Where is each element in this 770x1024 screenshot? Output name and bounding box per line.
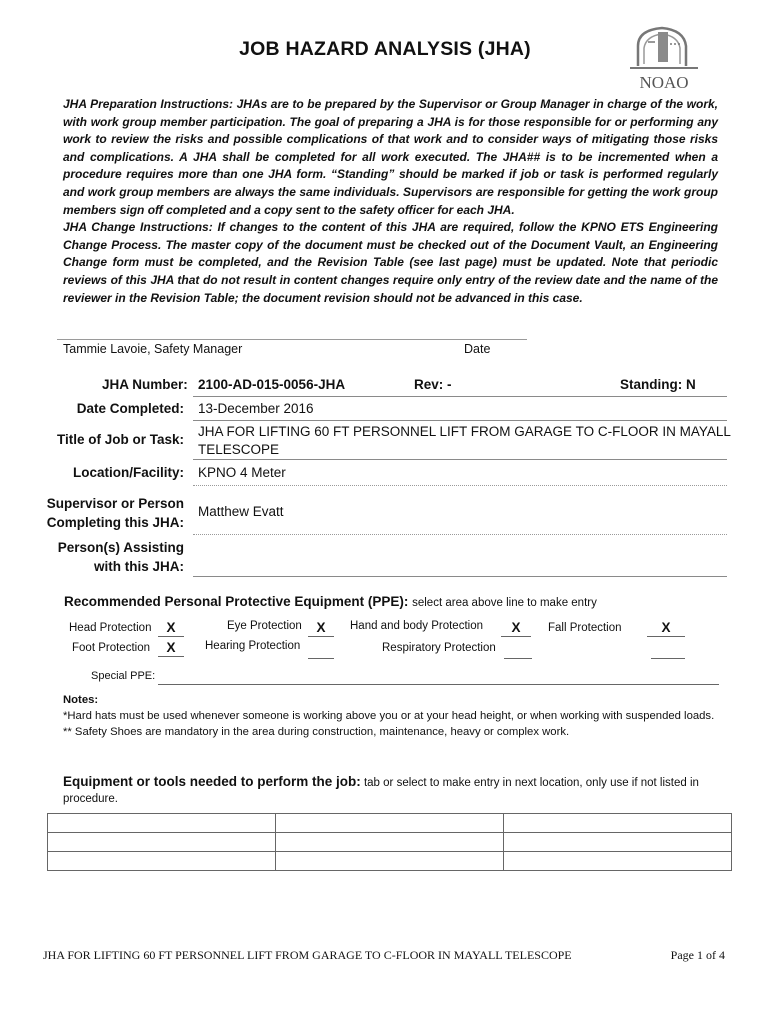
fall-protection-underline [647, 636, 685, 637]
location-label: Location/Facility: [72, 465, 184, 480]
title-of-job-value[interactable] [198, 423, 731, 459]
table-cell[interactable] [276, 833, 504, 852]
date-completed-label: Date Completed: [76, 401, 184, 416]
change-instructions: JHA Change Instructions: If changes to the content of this JHA are required, follow the KPNO ETS Engineering Change Process. The master copy of the document must be checked out of the Document Vault, an Engineering Change form must be completed, and the Revision Table (see last page) must be updated. Note that periodic reviews of this JHA that do not result in content changes require only entry of the review date and the name of the reviewer in the Revision Table; the document revision should not be advanced in this case. [63, 220, 718, 305]
equipment-heading: Equipment or tools needed to perform the job: tab or select to make entry in next location, only use if not listed in procedure. [63, 774, 699, 805]
blank-ppe-underline[interactable] [651, 658, 685, 659]
head-protection-underline [158, 636, 184, 637]
hearing-protection-label: Hearing Protection [205, 640, 301, 652]
hearing-protection-underline [308, 658, 334, 659]
standing-value[interactable]: Standing: N [620, 377, 696, 392]
signature-date-label: Date [464, 342, 491, 356]
eye-protection-label: Eye Protection [227, 620, 302, 632]
assisting-underline [193, 576, 727, 577]
notes-block [63, 693, 718, 740]
table-cell[interactable] [504, 833, 732, 852]
note-2: ** Safety Shoes are mandatory in the area during construction, maintenance, heavy or complex work. [63, 725, 570, 738]
table-cell[interactable] [276, 814, 504, 833]
equipment-table [47, 813, 732, 871]
foot-protection-underline [158, 656, 184, 657]
table-row [48, 814, 732, 833]
table-cell[interactable] [276, 852, 504, 871]
title-underline [193, 459, 727, 460]
table-cell[interactable] [504, 814, 732, 833]
title-of-job-label: Title of Job or Task: [56, 432, 184, 447]
table-cell[interactable] [48, 814, 276, 833]
signatory-name: Tammie Lavoie, Safety Manager [63, 342, 243, 356]
jha-number-value[interactable]: 2100-AD-015-0056-JHA [198, 377, 346, 392]
logo-text: NOAO [639, 73, 689, 92]
table-row [48, 852, 732, 871]
fall-protection-value[interactable]: X [661, 620, 671, 635]
notes-heading: Notes: [63, 694, 99, 706]
location-underline [193, 485, 727, 486]
location-value[interactable]: KPNO 4 Meter [198, 465, 286, 480]
respiratory-protection-label: Respiratory Protection [382, 642, 496, 654]
note-1: *Hard hats must be used whenever someone is working above you or at your head height, or when working with suspended loads. [63, 709, 715, 722]
footer-title: JHA FOR LIFTING 60 FT PERSONNEL LIFT FROM GARAGE TO C-FLOOR IN MAYALL TELESCOPE [43, 948, 572, 962]
date-completed-underline [193, 420, 727, 421]
rev-value[interactable]: Rev: - [414, 377, 452, 392]
hand-protection-label: Hand and body Protection [350, 620, 483, 632]
table-cell[interactable] [48, 852, 276, 871]
title-line-1: JHA FOR LIFTING 60 FT PERSONNEL LIFT FROM GARAGE TO C-FLOOR IN MAYALL [198, 424, 731, 439]
eye-protection-underline [308, 636, 334, 637]
foot-protection-label: Foot Protection [72, 642, 150, 654]
supervisor-value[interactable]: Matthew Evatt [198, 504, 284, 519]
page-title: JOB HAZARD ANALYSIS (JHA) [239, 38, 531, 60]
jha-number-underline [193, 396, 727, 397]
supervisor-underline [193, 534, 727, 535]
date-completed-value[interactable]: 13-December 2016 [198, 401, 314, 416]
head-protection-label: Head Protection [69, 622, 152, 634]
assisting-label: Person(s) Assisting with this JHA: [57, 540, 184, 574]
title-line-2: TELESCOPE [198, 442, 280, 457]
instructions-block [63, 96, 718, 307]
table-cell[interactable] [48, 833, 276, 852]
table-row [48, 833, 732, 852]
preparation-instructions: JHA Preparation Instructions: JHAs are to be prepared by the Supervisor or Group Manager in charge of the work, with work group member participation. The goal of preparing a JHA is for those responsible for or performing any work to review the risks and possible complications of that work and to consider ways of mitigating those risks and complications. A JHA shall be completed for all work executed. The JHA## is to be incremented when a procedure requires more than one JHA form. “Standing” should be marked if job or task is performed regularly and work group members are always the same individuals. Supervisors are responsible for getting the work group members sign off completed and a copy sent to the safety officer for each JHA. [63, 97, 718, 217]
hand-protection-value[interactable]: X [511, 620, 521, 635]
foot-protection-value[interactable]: X [166, 640, 176, 655]
fall-protection-label: Fall Protection [548, 622, 622, 634]
supervisor-label: Supervisor or Person Completing this JHA: [46, 496, 184, 530]
head-protection-value[interactable]: X [166, 620, 176, 635]
hand-protection-underline [501, 636, 531, 637]
special-ppe-underline [158, 684, 719, 685]
special-ppe-label: Special PPE: [91, 670, 156, 682]
table-cell[interactable] [504, 852, 732, 871]
special-ppe-field[interactable] [158, 668, 719, 684]
ppe-heading: Recommended Personal Protective Equipment (PPE): select area above line to make entry [64, 594, 597, 609]
assisting-field[interactable] [193, 542, 727, 576]
signature-line[interactable] [57, 339, 527, 340]
jha-number-label: JHA Number: [102, 377, 188, 392]
eye-protection-value[interactable]: X [316, 620, 326, 635]
page-number: Page 1 of 4 [670, 948, 725, 962]
noao-logo [622, 22, 706, 94]
respiratory-protection-underline [504, 658, 532, 659]
